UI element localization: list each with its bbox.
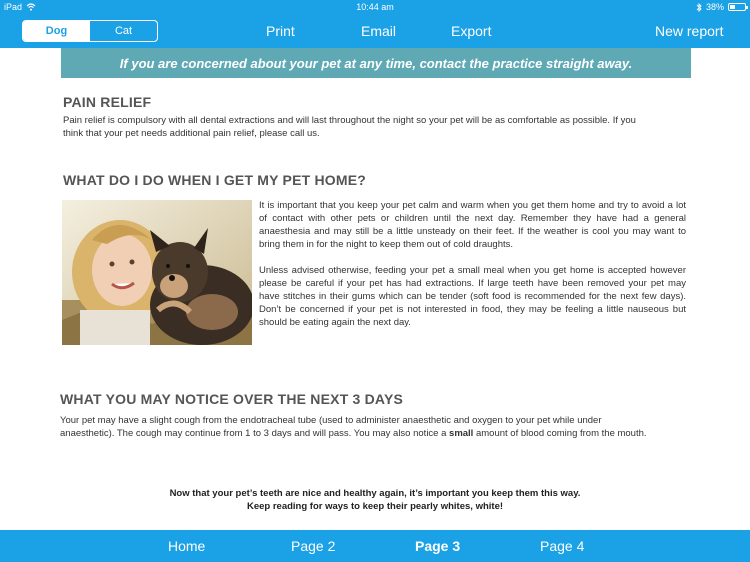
status-bar: [0, 0, 750, 14]
tab-page-4[interactable]: Page 4: [540, 538, 585, 554]
closing-line-2: Keep reading for ways to keep their pearly whites, white!: [246, 501, 504, 512]
notice-heading: WHAT YOU MAY NOTICE OVER THE NEXT 3 DAYS: [60, 391, 404, 407]
bluetooth-icon: [696, 3, 702, 12]
notice-emphasis: small: [449, 428, 474, 439]
segment-dog[interactable]: Dog: [23, 21, 90, 41]
device-label: iPad: [4, 2, 23, 12]
print-button[interactable]: Print: [266, 23, 295, 39]
pain-relief-heading: PAIN RELIEF: [63, 94, 152, 110]
page-tab-bar: [0, 530, 750, 562]
battery-icon: [728, 3, 746, 11]
notice-line-2: anaesthetic). The cough may continue from 1 to 3 days and will pass. You may also notice a small amount of blood coming from the mouth.: [60, 428, 647, 439]
pain-relief-line-1: Pain relief is compulsory with all dental extractions and will last throughout the night so your pet will be as comfortable as possible. If you: [63, 115, 636, 126]
home-care-paragraph-1: It is important that you keep your pet calm and warm when you get them home and try to avoid a lot of contact with other pets or children until the next day. Remember they have had a general anaesthesia and may still be a little unsteady on their feet. If the weather is cool you may want to bring them in for the night to keep them out of cold draughts.: [259, 200, 686, 250]
email-button[interactable]: Email: [361, 23, 397, 39]
clock: 10:44 am: [356, 2, 394, 12]
species-segmented-control: [22, 20, 158, 42]
closing-message: [0, 487, 750, 513]
closing-line-1: Now that your pet’s teeth are nice and healthy again, it’s important you keep them this way.: [169, 488, 581, 499]
girl-with-dog-photo: [62, 200, 252, 345]
concern-banner: If you are concerned about your pet at any time, contact the practice straight away.: [61, 48, 691, 78]
battery-percent: 38%: [705, 2, 724, 12]
home-care-heading: WHAT DO I DO WHEN I GET MY PET HOME?: [63, 172, 367, 188]
pain-relief-text: [63, 114, 683, 140]
pain-relief-line-2: think that your pet needs additional pain relief, please call us.: [63, 128, 320, 139]
export-button[interactable]: Export: [451, 23, 492, 39]
nav-bar: [0, 14, 750, 48]
segment-cat[interactable]: Cat: [114, 25, 133, 37]
tab-home[interactable]: Home: [168, 538, 206, 554]
notice-line-1: Your pet may have a slight cough from the endotracheal tube (used to administer anaesthetic and oxygen to your pet while under: [60, 415, 602, 426]
tab-page-3[interactable]: Page 3: [415, 538, 461, 554]
notice-text: [60, 414, 700, 440]
new-report-button[interactable]: New report: [655, 23, 724, 39]
home-care-paragraph-2: Unless advised otherwise, feeding your pet a small meal when you get home is accepted however please be careful if your pet has had extractions. If large teeth have been removed your pet may have stitches in their gums which can be tender (soft food is recommended for the next few days). Don’t be concerned if your pet is not interested in food, they may be feeling a little nauseous but should be eating again the next day.: [259, 265, 686, 328]
tab-page-2[interactable]: Page 2: [291, 538, 336, 554]
